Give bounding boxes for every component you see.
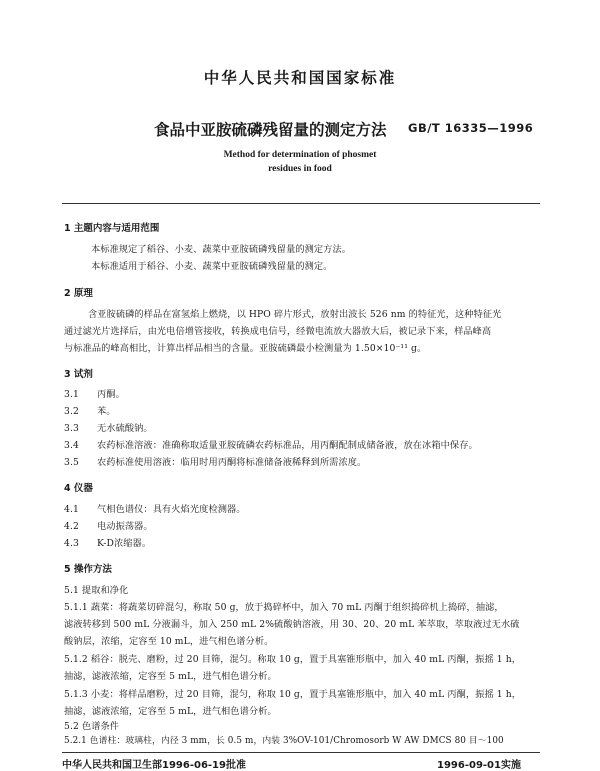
list-item: 3.4 农药标准溶液：准确称取适量亚胺硫磷农药标准品，用丙酮配制成储备液，放在冰箱中保存。 [64, 440, 478, 451]
para-5-1-3-line-2: 抽滤，滤液浓缩，定容至 5 mL，进气相色谱分析。 [64, 706, 277, 717]
list-item: 3.3 无水硫酸钠。 [64, 423, 153, 434]
effective-date: 1996-09-01实施 [437, 760, 521, 771]
para-5-1-1-line-1: 5.1.1 蔬菜：将蔬菜切碎混匀，称取 50 g，放于捣碎杯中，加入 70 mL 丙酮于组织捣碎机上捣碎，抽滤， [64, 602, 504, 613]
para-5-1-1-line-2: 滤液转移到 500 mL 分液漏斗，加入 250 mL 2%硫酸钠溶液，用 30、20、20 mL 苯萃取，萃取液过无水硫 [64, 619, 520, 630]
section-2-line-3: 与标准品的峰高相比，计算出样品相当的含量。亚胺硫磷最小检测量为 1.50×10⁻¹¹ g。 [64, 343, 427, 354]
para-5-1-1-line-3: 酸钠层，浓缩，定容至 10 mL，进气相色谱分析。 [64, 636, 274, 647]
section-4-heading: 4 仪器 [64, 483, 93, 494]
section-1-line-2: 本标准适用于稻谷、小麦、蔬菜中亚胺硫磷残留量的测定。 [91, 261, 333, 272]
standard-header: 中华人民共和国国家标准 [203, 69, 397, 87]
para-5-1-3-line-1: 5.1.3 小麦：将样品磨粉，过 20 目筛，混匀，称取 10 g，置于具塞锥形瓶中，加入 40 mL 丙酮，振摇 1 h， [64, 689, 522, 700]
list-item: 3.5 农药标准使用溶液：临用时用丙酮将标准储备液稀释到所需浓度。 [64, 457, 367, 468]
header-rule [62, 203, 540, 204]
section-3-heading: 3 试剂 [64, 369, 93, 380]
section-2-line-1: 含亚胺硫磷的样品在富氢焰上燃烧，以 HPO 碎片形式，放射出波长 526 nm 的特征光，这种特征光 [88, 309, 502, 320]
list-item: 4.2 电动振荡器。 [64, 521, 153, 532]
english-title-line-1: Method for determination of phosmet [223, 150, 377, 160]
section-5-heading: 5 操作方法 [64, 564, 112, 575]
section-2-line-2: 通过滤光片选择后，由光电倍增管接收，转换成电信号，经微电流放大器放大后，被记录下来，样品峰高 [64, 326, 492, 337]
list-item: 3.2 苯。 [64, 406, 116, 417]
list-item: 3.1 丙酮。 [64, 389, 125, 400]
para-5-2-1: 5.2.1 色谱柱：玻璃柱，内径 3 mm，长 0.5 m，内装 3%OV-101/Chromosorb W AW DMCS 80 目～100 [64, 736, 504, 746]
list-item: 4.1 气相色谱仪：具有火焰光度检测器。 [64, 504, 246, 515]
list-item: 4.3 K-D浓缩器。 [64, 538, 152, 549]
english-title-line-2: residues in food [268, 164, 332, 174]
section-1-line-1: 本标准规定了稻谷、小麦、蔬菜中亚胺硫磷残留量的测定方法。 [91, 244, 352, 255]
para-5-1-2-line-2: 抽滤，滤液浓缩，定容至 5 mL，进气相色谱分析。 [64, 671, 277, 682]
standard-code: GB/T 16335—1996 [408, 121, 534, 135]
subsection-5-1: 5.1 提取和净化 [64, 585, 129, 596]
document-title: 食品中亚胺硫磷残留量的测定方法 [154, 121, 387, 139]
section-2-heading: 2 原理 [64, 288, 93, 299]
approval-date: 中华人民共和国卫生部1996-06-19批准 [62, 760, 246, 771]
para-5-1-2-line-1: 5.1.2 稻谷：脱壳、磨粉，过 20 目筛，混匀。称取 10 g，置于具塞锥形瓶中，加入 40 mL 丙酮，振摇 1 h， [64, 654, 522, 665]
footer-rule [62, 752, 540, 753]
section-1-heading: 1 主题内容与适用范围 [64, 223, 160, 234]
subsection-5-2: 5.2 色谱条件 [64, 721, 120, 732]
